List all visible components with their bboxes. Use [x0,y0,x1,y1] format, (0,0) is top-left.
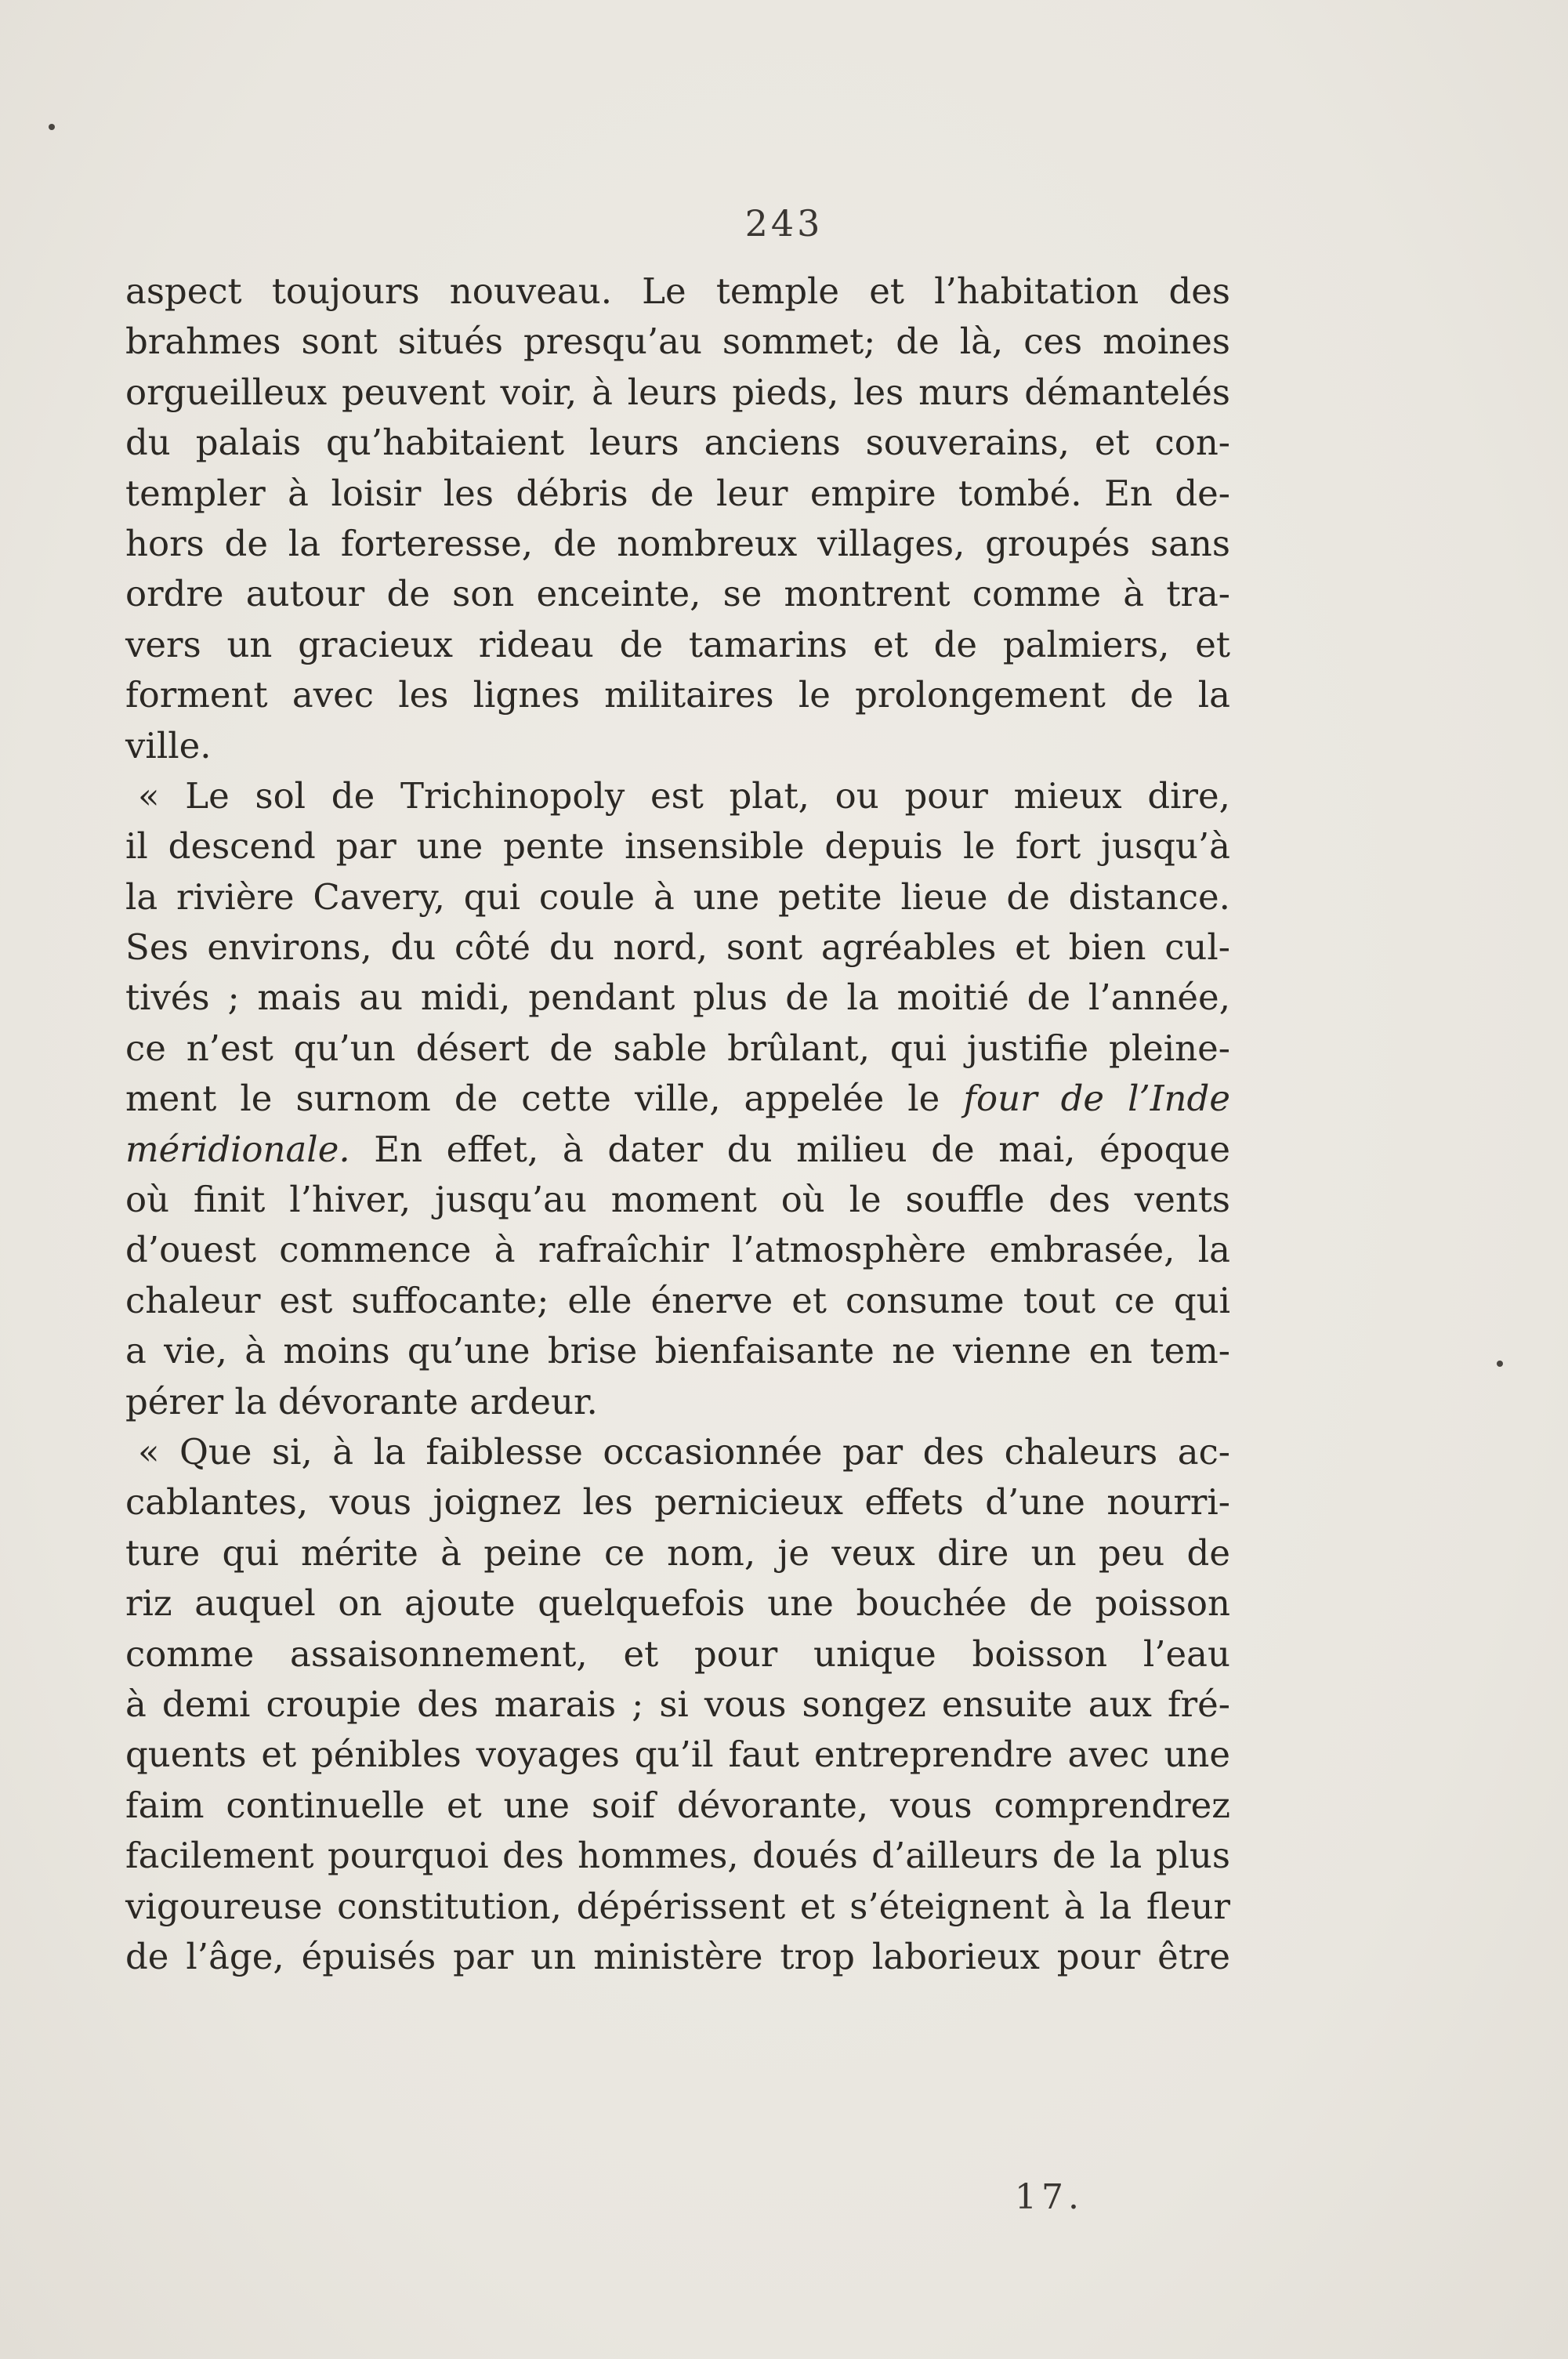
italic-phrase: four de l’Inde [963,1078,1230,1120]
text-line: d’ouest commence à rafraîchir l’atmosphère embrasée, la [125,1229,1230,1271]
print-speck [1497,1361,1503,1367]
text-line: de l’âge, épuisés par un ministère trop laborieux pour être [125,1935,1230,1977]
text-line: du palais qu’habitaient leurs anciens souverains, et con- [125,422,1230,464]
text-line: ordre autour de son enceinte, se montrent comme à tra- [125,573,1230,615]
text-line: vers un gracieux rideau de tamarins et de palmiers, et [125,623,1230,665]
text-line: vigoureuse constitution, dépérissent et s’éteignent à la fleur [125,1885,1230,1927]
text-line: « Le sol de Trichinopoly est plat, ou pour mieux dire, [138,774,1230,817]
text-line: ce n’est qu’un désert de sable brûlant, qui justifie pleine- [125,1027,1230,1069]
text-line: a vie, à moins qu’une brise bienfaisante ne vienne en tem- [125,1330,1230,1372]
text-line: ture qui mérite à peine ce nom, je veux dire un peu de [125,1531,1230,1574]
text-line: hors de la forteresse, de nombreux villages, groupés sans [125,522,1230,564]
text-line: ville. [125,724,212,766]
print-speck [49,124,55,130]
text-line: brahmes sont situés presqu’au sommet; de là, ces moines [125,321,1230,363]
text-line-with-italic [125,1125,1230,1175]
text-segment: ment le surnom de cette ville, appelée le [125,1078,964,1120]
text-segment: En effet, à dater du milieu de mai, époque [374,1128,1230,1170]
text-line: facilement pourquoi des hommes, doués d’ailleurs de la plus [125,1835,1230,1877]
italic-phrase: méridionale. [125,1128,350,1170]
text-line: quents et pénibles voyages qu’il faut entreprendre avec une [125,1734,1230,1776]
text-line: il descend par une pente insensible depuis le fort jusqu’à [125,825,1230,868]
text-line: orgueilleux peuvent voir, à leurs pieds, les murs démantelés [125,371,1230,413]
text-line: « Que si, à la faiblesse occasionnée par des chaleurs ac- [138,1430,1230,1473]
text-line: riz auquel on ajoute quelquefois une bouchée de poisson [125,1582,1230,1625]
text-line: faim continuelle et une soif dévorante, vous comprendrez [125,1784,1230,1826]
page-number: 243 [744,202,824,245]
text-line: templer à loisir les débris de leur empire tombé. En de- [125,472,1230,514]
text-line: aspect toujours nouveau. Le temple et l’habitation des [125,270,1230,312]
text-line: pérer la dévorante ardeur. [125,1380,598,1422]
text-line: Ses environs, du côté du nord, sont agréables et bien cul- [125,926,1230,969]
body-text [125,266,1230,1982]
text-line: où finit l’hiver, jusqu’au moment où le souffle des vents [125,1179,1230,1221]
text-line: comme assaisonnement, et pour unique boisson l’eau [125,1632,1230,1675]
text-line: forment avec les lignes militaires le prolongement de la [125,674,1230,716]
text-line: cablantes, vous joignez les pernicieux effets d’une nourri- [125,1481,1230,1524]
signature-mark: 17. [1015,2177,1084,2217]
text-line: la rivière Cavery, qui coule à une petite lieue de distance. [125,875,1230,918]
text-line: tivés ; mais au midi, pendant plus de la moitié de l’année, [125,977,1230,1019]
text-line-with-italic [125,1074,1230,1124]
text-line: chaleur est suffocante; elle énerve et consume tout ce qui [125,1279,1230,1321]
text-line: à demi croupie des marais ; si vous songez ensuite aux fré- [125,1683,1230,1725]
